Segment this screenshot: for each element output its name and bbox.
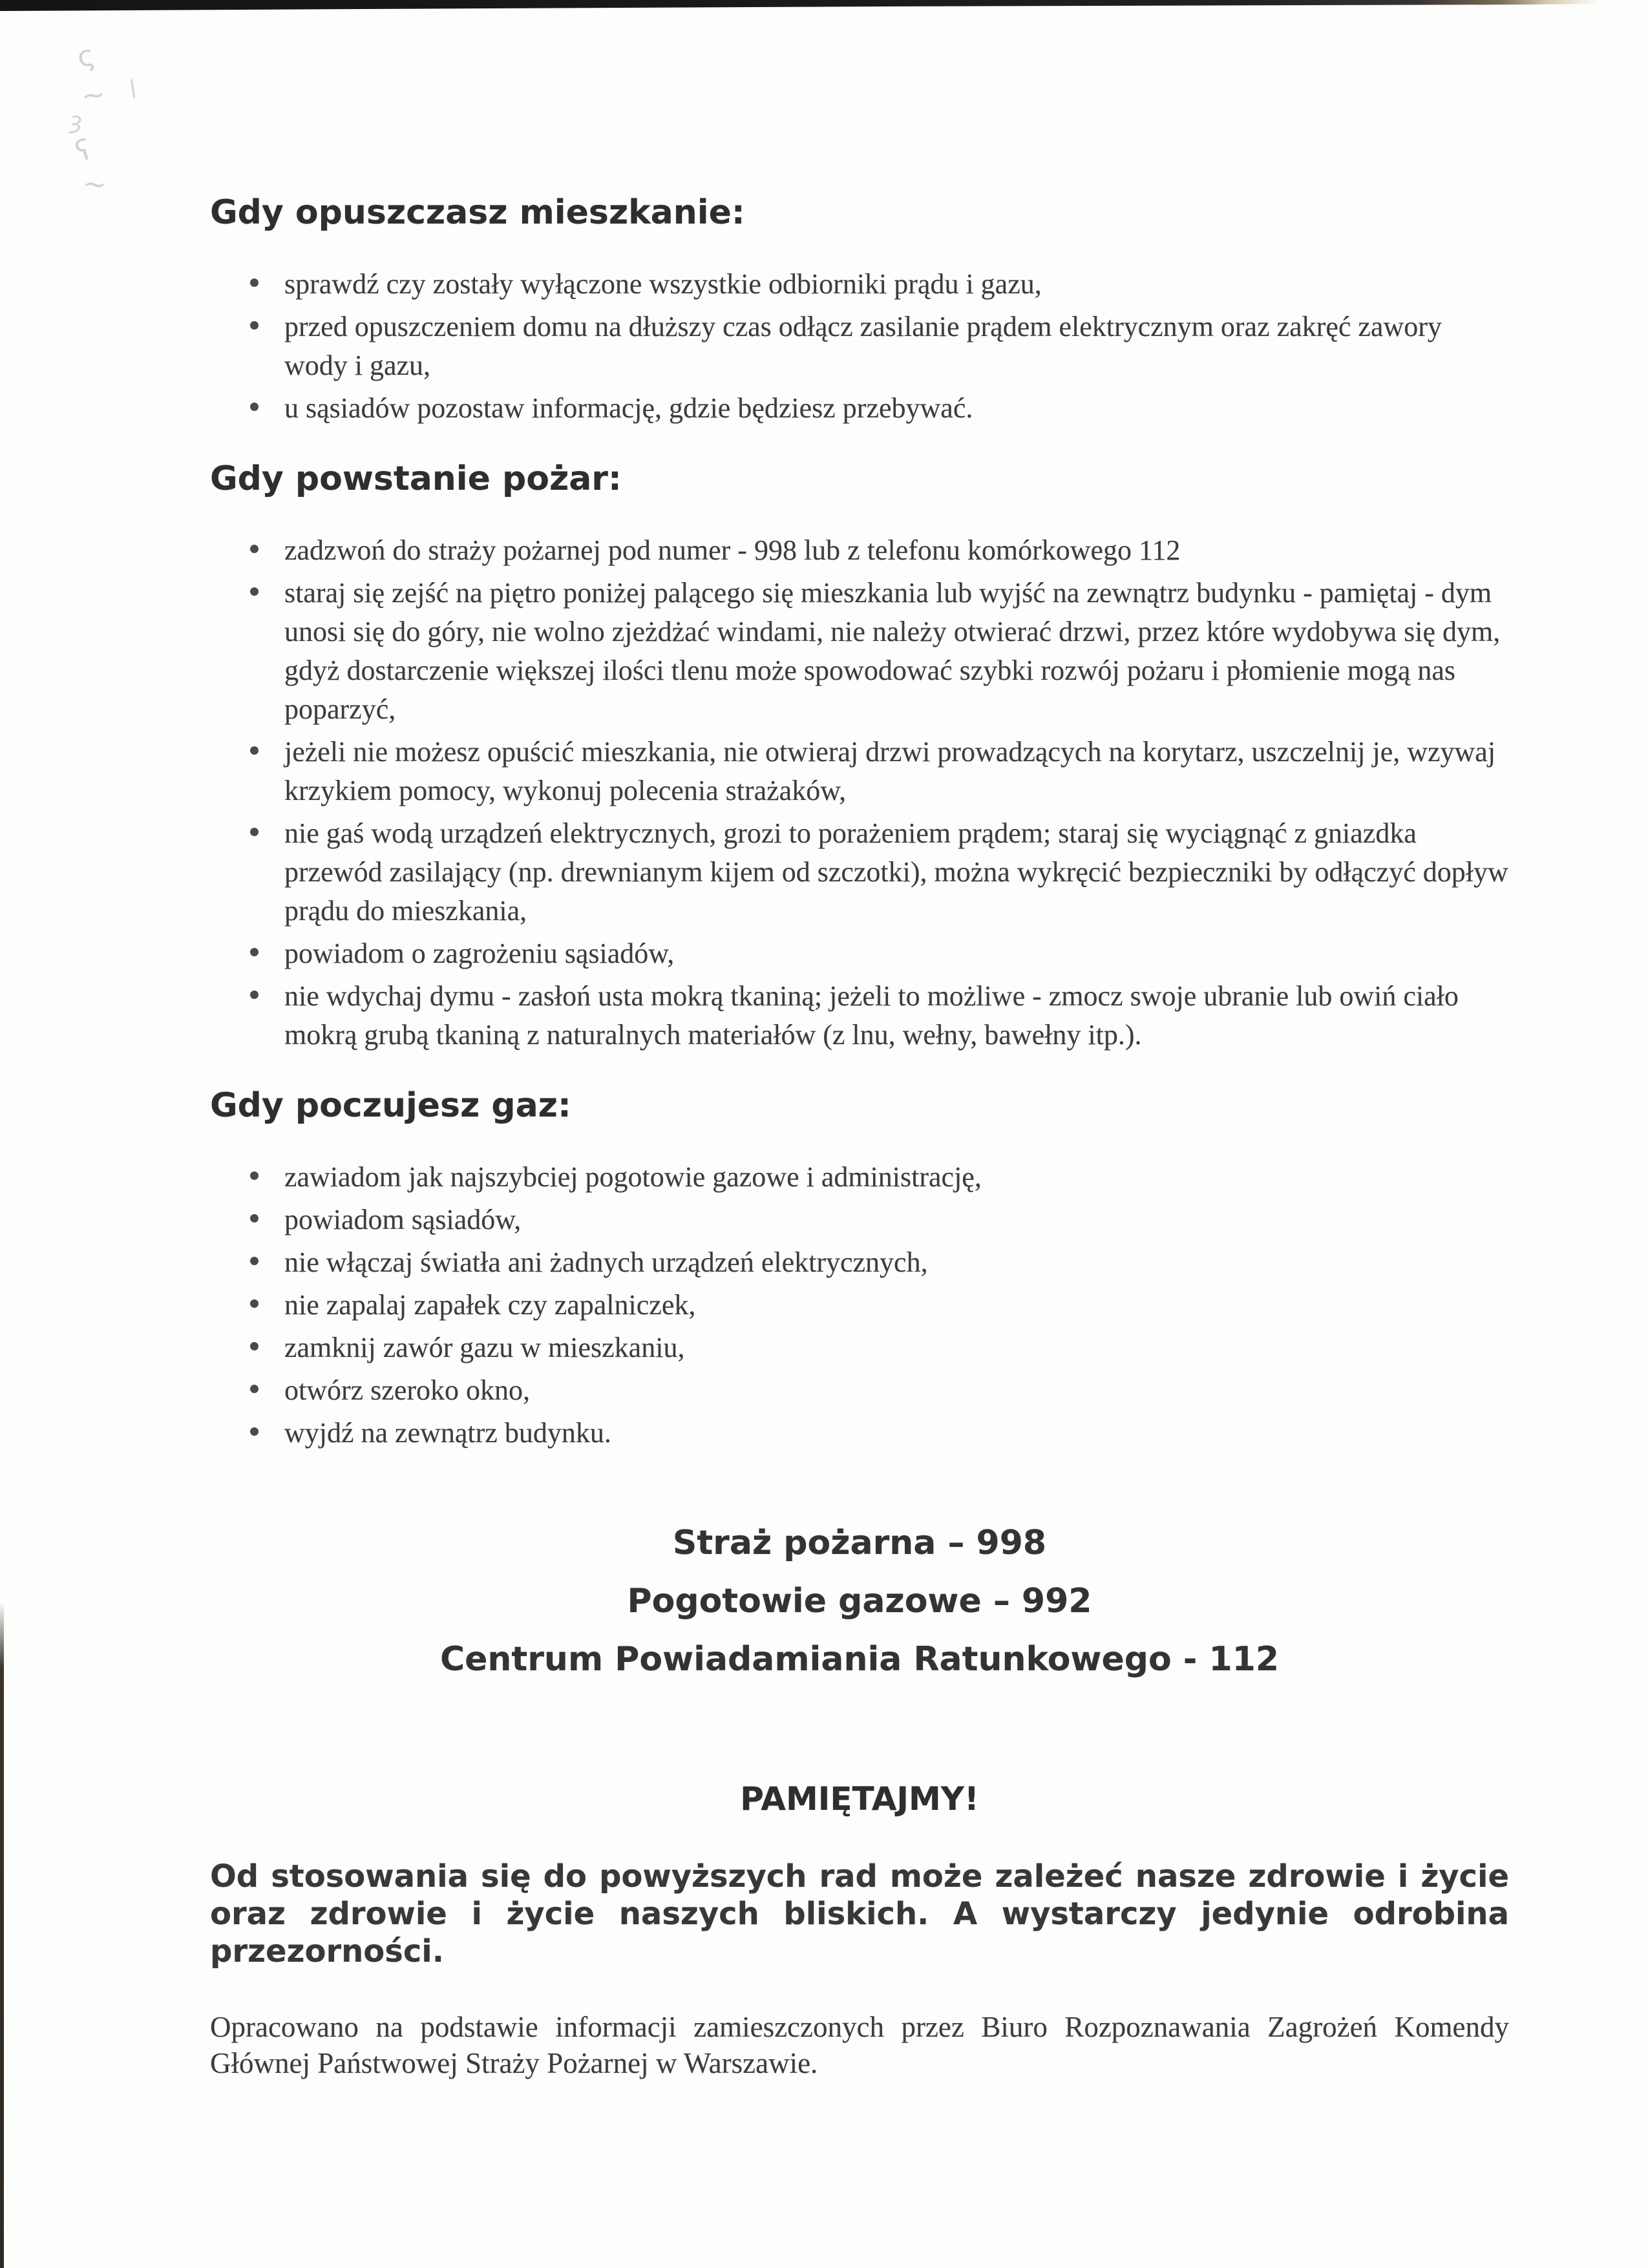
source-note: Opracowano na podstawie informacji zamieszczonych przez Biuro Rozpoznawania Zagrożeń Komendy Głównej Państwowej Straży Pożarnej w Warszawie. [210, 2011, 1509, 2079]
bullet-list-leaving-home [210, 265, 1509, 428]
scan-artifact-top-bar [0, 0, 1648, 11]
section-heading-fire: Gdy powstanie pożar: [210, 459, 622, 498]
bullet-list-gas [210, 1158, 1509, 1453]
bullet-item: staraj się zejść na piętro poniżej palącego się mieszkania lub wyjść na zewnątrz budynku - pamiętaj - dym unosi się do góry, nie wolno zjeżdżać windami, nie należy otwierać drzwi, przez które wydobywa się dym, gdyż dostarczenie większej ilości tlenu może spowodować szybki rozwój pożaru i płomienie mogą nas poparzyć, [210, 574, 1509, 729]
pencil-mark: ~ [81, 167, 108, 202]
bullet-item: zamknij zawór gazu w mieszkaniu, [210, 1328, 1509, 1367]
reminder-body: Od stosowania się do powyższych rad może zależeć nasze zdrowie i życie oraz zdrowie i życie naszych bliskich. A wystarczy jedynie odrobina przezorności. [210, 1858, 1509, 1969]
emergency-line-fire-brigade: Straż pożarna – 998 [672, 1524, 1047, 1562]
bullet-item: powiadom sąsiadów, [210, 1201, 1509, 1239]
bullet-list-fire [210, 531, 1509, 1055]
bullet-item: nie zapalaj zapałek czy zapalniczek, [210, 1286, 1509, 1325]
bullet-item: nie włączaj światła ani żadnych urządzeń elektrycznych, [210, 1243, 1509, 1282]
bullet-item: nie wdychaj dymu - zasłoń usta mokrą tkaniną; jeżeli to możliwe - zmocz swoje ubranie lub owiń ciało mokrą grubą tkaniną z naturalnych materiałów (z lnu, wełny, bawełny itp.). [210, 977, 1509, 1055]
bullet-item: jeżeli nie możesz opuścić mieszkania, nie otwieraj drzwi prowadzących na korytarz, uszczelnij je, wzywaj krzykiem pomocy, wykonuj polecenia strażaków, [210, 733, 1509, 810]
pencil-mark: \ [127, 75, 139, 102]
bullet-item: nie gaś wodą urządzeń elektrycznych, grozi to porażeniem prądem; staraj się wyciągnąć z gniazdka przewód zasilający (np. drewnianym kijem od szczotki), można wykręcić bezpieczniki by odłączyć dopływ prądu do mieszkania, [210, 814, 1509, 930]
bullet-item: sprawdź czy zostały wyłączone wszystkie odbiorniki prądu i gazu, [210, 265, 1509, 304]
emergency-line-gas: Pogotowie gazowe – 992 [627, 1582, 1092, 1621]
bullet-item: u sąsiadów pozostaw informację, gdzie będziesz przebywać. [210, 389, 1509, 428]
bullet-item: wyjdź na zewnątrz budynku. [210, 1414, 1509, 1453]
pencil-mark: ȝ [67, 105, 85, 136]
section-fire [210, 459, 1509, 1055]
bullet-item: przed opuszczeniem domu na dłuższy czas odłącz zasilanie prądem elektrycznym oraz zakręć zawory wody i gazu, [210, 308, 1509, 385]
section-leaving-home [210, 193, 1509, 428]
document-content [210, 193, 1509, 2081]
bullet-item: powiadom o zagrożeniu sąsiadów, [210, 934, 1509, 973]
reminder-title: PAMIĘTAJMY! [740, 1780, 979, 1818]
pencil-mark: ʕ [71, 132, 96, 169]
emergency-numbers [210, 1514, 1509, 1688]
pencil-mark: ~ [79, 78, 107, 113]
emergency-line-rescue-center: Centrum Powiadamiania Ratunkowego - 112 [439, 1640, 1280, 1679]
bullet-item: zadzwoń do straży pożarnej pod numer - 998 lub z telefonu komórkowego 112 [210, 531, 1509, 570]
scan-artifact-left-edge [0, 1602, 4, 2268]
pencil-mark: ς [74, 38, 98, 75]
section-gas [210, 1086, 1509, 1453]
bullet-item: otwórz szeroko okno, [210, 1371, 1509, 1410]
section-heading-gas: Gdy poczujesz gaz: [210, 1086, 571, 1125]
section-heading-leaving-home: Gdy opuszczasz mieszkanie: [210, 193, 745, 232]
bullet-item: zawiadom jak najszybciej pogotowie gazowe i administrację, [210, 1158, 1509, 1197]
